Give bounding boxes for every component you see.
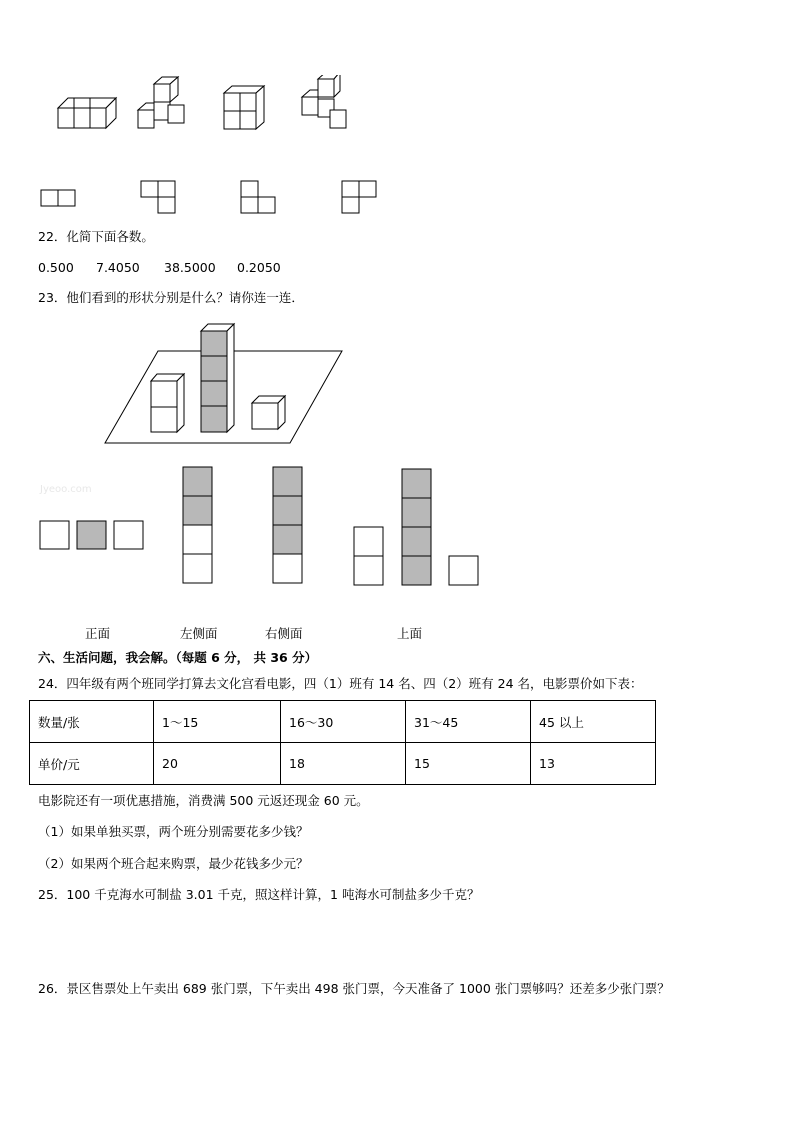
q22-title: 22．化简下面各数。 xyxy=(38,229,154,244)
q23-view-options xyxy=(38,464,483,588)
q24-note: 电影院还有一项优惠措施，消费满 500 元返还现金 60 元。 xyxy=(38,793,369,808)
cube-figure-b xyxy=(138,77,184,128)
q22-number-2: 7.4050 xyxy=(96,260,140,275)
row-label-price: 单价/元 xyxy=(30,743,154,785)
table-cell: 45 以上 xyxy=(531,701,656,743)
q22-number-4: 0.2050 xyxy=(237,260,281,275)
q24-sub2: （2）如果两个班合起来购票，最少花钱多少元？ xyxy=(38,856,309,871)
label-top: 上面 xyxy=(397,626,423,641)
label-right-side: 右侧面 xyxy=(265,626,303,641)
table-cell: 20 xyxy=(154,743,281,785)
q23-perspective-scene xyxy=(100,320,350,448)
option-front xyxy=(40,521,143,549)
table-cell: 15 xyxy=(406,743,531,785)
view-b xyxy=(141,181,175,213)
view-a xyxy=(41,190,75,206)
ticket-price-table xyxy=(29,700,656,785)
left-stack xyxy=(151,374,184,432)
table-cell: 13 xyxy=(531,743,656,785)
option-left xyxy=(183,467,212,583)
watermark: Jyeoo.com xyxy=(40,484,92,495)
center-tower xyxy=(201,324,234,432)
row-label-quantity: 数量/张 xyxy=(30,701,154,743)
section6-heading: 六、生活问题，我会解。（每题 6 分， 共 36 分） xyxy=(38,650,318,665)
q23-title: 23．他们看到的形状分别是什么？请你连一连． xyxy=(38,290,304,305)
table-cell: 1～15 xyxy=(154,701,281,743)
cube-figure-c xyxy=(224,86,264,129)
label-left-side: 左侧面 xyxy=(180,626,218,641)
label-front: 正面 xyxy=(85,626,111,641)
cube-figure-d xyxy=(302,75,346,128)
q24-title: 24．四年级有两个班同学打算去文化宫看电影，四（1）班有 14 名、四（2）班有 24 名，电影票价如下表： xyxy=(38,676,643,691)
option-right xyxy=(273,467,302,583)
table-row xyxy=(30,701,656,743)
cube-figures-3d xyxy=(50,75,370,135)
view-c xyxy=(241,181,275,213)
table-cell: 18 xyxy=(281,743,406,785)
table-cell: 16～30 xyxy=(281,701,406,743)
q25-title: 25．100 千克海水可制盐 3.01 千克，照这样计算，1 吨海水可制盐多少千克？ xyxy=(38,887,480,902)
flat-views xyxy=(38,178,383,218)
single-cube xyxy=(252,396,285,429)
table-row xyxy=(30,743,656,785)
q22-number-3: 38.5000 xyxy=(164,260,216,275)
option-top xyxy=(354,469,478,585)
table-cell: 31～45 xyxy=(406,701,531,743)
q26-title: 26．景区售票处上午卖出 689 张门票，下午卖出 498 张门票，今天准备了 1000 张门票够吗？还差多少张门票？ xyxy=(38,981,670,996)
q22-number-1: 0.500 xyxy=(38,260,74,275)
cube-figure-a xyxy=(58,98,116,128)
q24-sub1: （1）如果单独买票，两个班分别需要花多少钱？ xyxy=(38,824,309,839)
view-d xyxy=(342,181,376,213)
